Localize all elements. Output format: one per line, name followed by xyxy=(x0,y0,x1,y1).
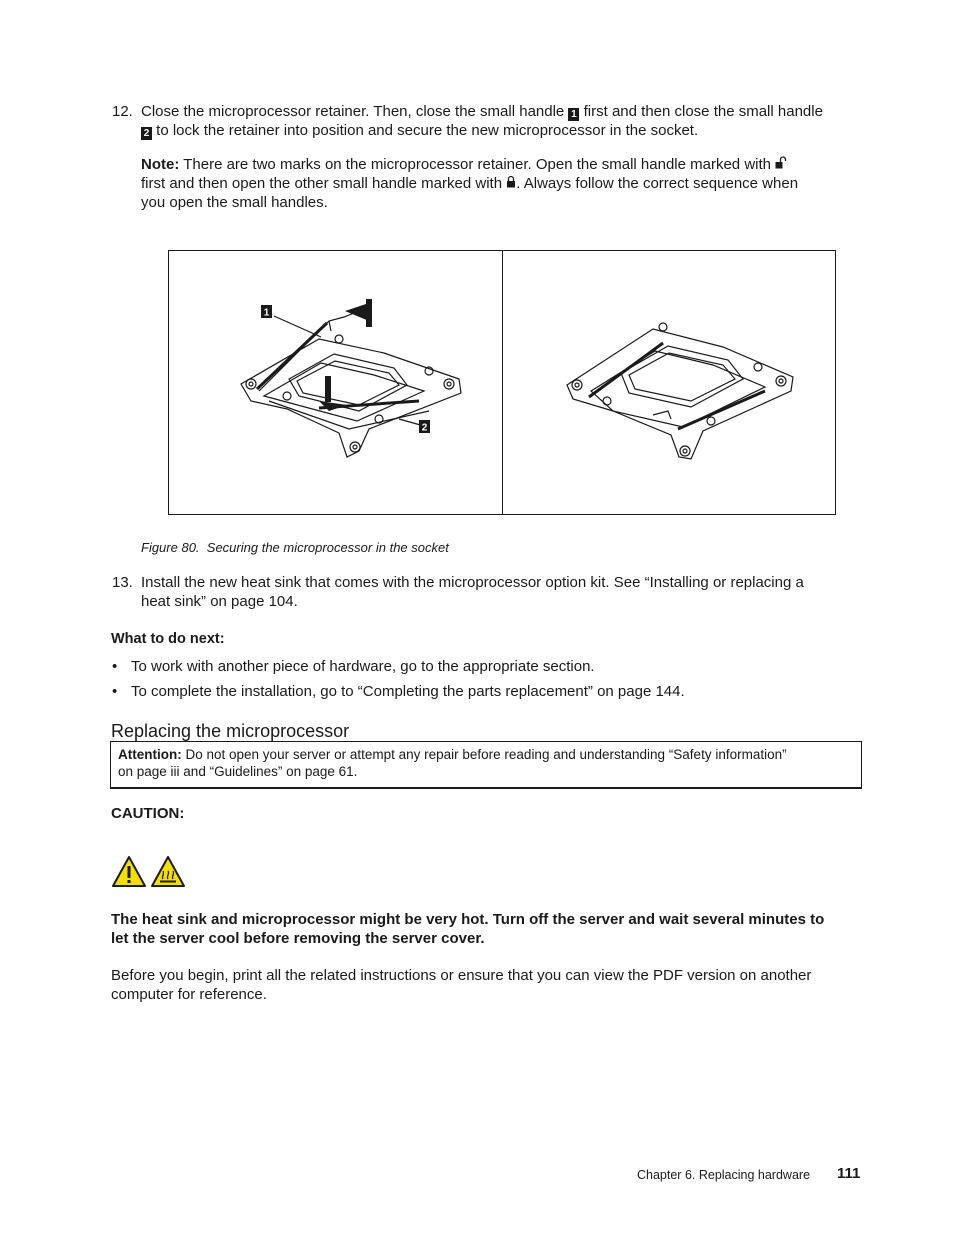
callout-badge-1: 1 xyxy=(568,108,579,121)
callout-2-text: 2 xyxy=(421,422,428,434)
figure-socket-diagram xyxy=(168,250,836,515)
socket-closing-illustration xyxy=(169,251,502,514)
attention-line-1: Attention: Do not open your server or attempt any repair before reading and understanding “Safety information” xyxy=(118,747,787,762)
step-12-line-2: 2 to lock the retainer into position and secure the new microprocessor in the socket. xyxy=(141,121,866,140)
step-13-line-1: Install the new heat sink that comes with the microprocessor option kit. See “Installing or replacing a xyxy=(141,574,804,591)
what-next-heading: What to do next: xyxy=(111,631,225,647)
unlock-icon xyxy=(775,156,787,170)
callout-1-text: 1 xyxy=(263,307,270,319)
caution-label: CAUTION: xyxy=(111,805,185,822)
bullet-marker: • xyxy=(112,683,118,700)
step-13-line-2: heat sink” on page 104. xyxy=(141,593,298,610)
next-item: To work with another piece of hardware, go to the appropriate section. xyxy=(131,658,595,675)
next-item: To complete the installation, go to “Completing the parts replacement” on page 144. xyxy=(131,683,685,700)
note-line-2: first and then open the other small handle marked with . Always follow the correct sequence when xyxy=(141,175,799,192)
heat-warning: The heat sink and microprocessor might be very hot. Turn off the server and wait several minutes to let the server cool before removing the server cover. xyxy=(111,911,825,947)
step-number: 12. xyxy=(112,103,133,120)
section-title: Replacing the microprocessor xyxy=(111,721,350,741)
socket-closed-illustration xyxy=(503,251,835,514)
before-you-begin: Before you begin, print all the related instructions or ensure that you can view the PDF version on another computer for reference. xyxy=(111,967,812,1003)
callout-badge-2: 2 xyxy=(141,127,152,140)
step-12-line-1: Close the microprocessor retainer. Then, close the small handle 1 first and then close the small handle xyxy=(141,103,823,120)
bullet-marker: • xyxy=(112,658,118,675)
step-number: 13. xyxy=(112,574,133,591)
note-line-3: you open the small handles. xyxy=(141,194,328,211)
note-label: Note: xyxy=(141,156,180,173)
attention-label: Attention: xyxy=(118,747,182,762)
note-line-1: Note: There are two marks on the microprocessor retainer. Open the small handle marked with xyxy=(141,155,866,174)
footer-chapter: Chapter 6. Replacing hardware xyxy=(637,1168,811,1182)
lock-icon xyxy=(506,175,516,189)
warning-triangle-icon xyxy=(111,855,147,888)
hot-surface-icon xyxy=(150,855,186,888)
attention-line-2: on page iii and “Guidelines” on page 61. xyxy=(118,764,358,779)
page-number: 111 xyxy=(837,1165,861,1182)
figure-caption: Figure 80. Securing the microprocessor in the socket xyxy=(141,540,449,555)
attention-box xyxy=(110,741,862,789)
